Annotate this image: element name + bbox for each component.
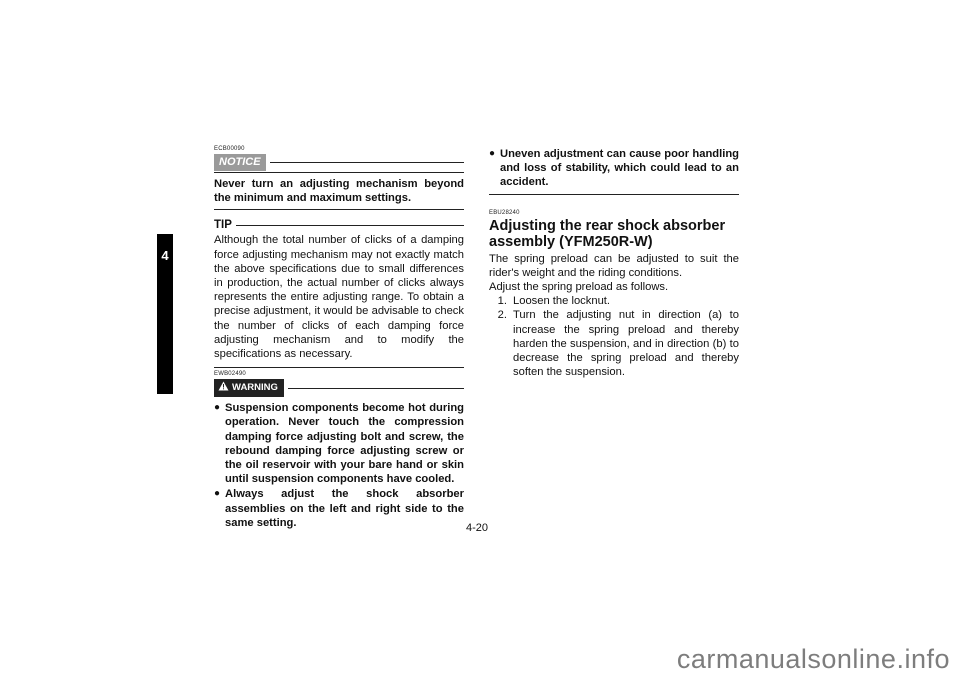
notice-text: Never turn an adjusting mechanism beyond the minimum and maximum settings. <box>214 178 464 205</box>
section-title: Adjusting the rear shock absorber assembly (YFM250R-W) <box>489 217 726 250</box>
warning-label: WARNING <box>232 382 278 394</box>
watermark: carmanualsonline.info <box>676 644 950 674</box>
tip-title: TIP <box>214 219 232 232</box>
notice-top-rule <box>214 172 464 173</box>
notice-badge: NOTICE <box>214 154 266 171</box>
warning-bullet-text: Uneven adjustment can cause poor handling and loss of stability, which could lead to an accident. <box>500 148 739 189</box>
warning-triangle-icon <box>218 381 229 395</box>
bullet-icon: ● <box>489 148 496 159</box>
step-item <box>489 308 739 379</box>
page-number: 4-20 <box>466 522 489 534</box>
notice-bottom-rule <box>214 209 464 210</box>
tip-header <box>214 218 464 232</box>
warning-header-line <box>288 388 464 389</box>
step-item <box>489 294 739 308</box>
notice-header <box>214 154 464 171</box>
warning-bullet <box>489 147 739 190</box>
bullet-icon: ● <box>214 402 221 414</box>
step-number: 1. <box>497 295 507 308</box>
section-code: EBU28240 <box>489 209 520 216</box>
warning-bullet-text: Suspension components become hot during operation. Never touch the compression damping force adjusting bolt and screw, the rebound damping force adjusting screw or the oil reservoir with your bare hand or skin until suspension components have cooled. <box>225 402 464 486</box>
warning-bullet <box>214 401 464 486</box>
notice-header-line <box>270 162 464 163</box>
notice-code: ECB00090 <box>214 146 245 152</box>
warning-bullet <box>214 487 464 530</box>
tip-text: Although the total number of clicks of a damping force adjusting mechanism may not exactly match the above specifications due to small differences in production, the actual number of clicks always represents the entire adjusting range. To obtain a precise adjustment, it would be advisable to check the number of clicks of each damping force adjusting mechanism and to modify the specifications as necessary. <box>214 234 464 361</box>
warning-bottom-rule <box>489 194 739 195</box>
step-text: Turn the adjusting nut in direction (a) to increase the spring preload and thereby harden the suspension, and in direction (b) to decrease the spring preload and thereby soften the suspension. <box>513 309 739 379</box>
tip-header-line <box>236 225 464 226</box>
warning-bullet-text: Always adjust the shock absorber assemblies on the left and right side to the same setting. <box>225 488 464 529</box>
section-intro: The spring preload can be adjusted to suit the rider's weight and the riding conditions. <box>489 252 739 279</box>
chapter-number: 4 <box>161 248 169 263</box>
warning-header <box>214 379 464 397</box>
left-column <box>214 146 464 530</box>
warning-badge <box>214 379 284 397</box>
bullet-icon: ● <box>214 488 221 500</box>
step-number: 2. <box>497 309 507 322</box>
tip-bottom-rule <box>214 367 464 368</box>
step-text: Loosen the locknut. <box>513 295 611 308</box>
warning-code: EWB02490 <box>214 371 246 378</box>
chapter-tab <box>157 234 173 394</box>
section-lead: Adjust the spring preload as follows. <box>489 281 669 294</box>
right-column <box>489 146 739 379</box>
